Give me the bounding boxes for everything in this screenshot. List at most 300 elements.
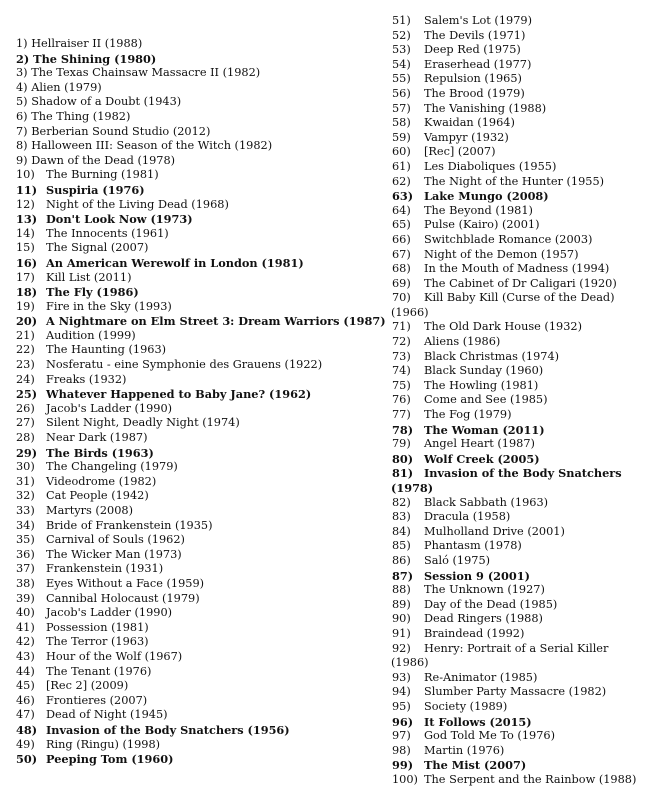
film-title: Black Sunday (1960)	[424, 364, 544, 378]
film-title: Night of the Demon (1957)	[424, 247, 579, 261]
film-list-item	[392, 43, 648, 58]
film-title: Day of the Dead (1985)	[424, 597, 558, 611]
film-title: Suspiria (1976)	[46, 182, 145, 197]
film-rank: 74)	[392, 364, 411, 378]
film-list-item	[16, 577, 388, 592]
film-list-item	[392, 233, 648, 248]
film-rank: 94)	[392, 685, 411, 699]
film-rank: 62)	[392, 174, 411, 188]
film-list-item	[392, 685, 648, 700]
film-rank: 82)	[392, 495, 411, 509]
film-list-item	[392, 525, 648, 540]
film-title: Invasion of the Body Snatchers	[424, 466, 622, 481]
film-title: Mulholland Drive (2001)	[424, 524, 565, 538]
film-title: Invasion of the Body Snatchers (1956)	[46, 722, 290, 737]
film-title: The Beyond (1981)	[424, 203, 533, 217]
film-title: A Nightmare on Elm Street 3: Dream Warriors (1987)	[46, 314, 386, 329]
film-title: Ring (Ringu) (1998)	[46, 737, 161, 751]
film-list-item	[16, 562, 388, 577]
film-title: Eraserhead (1977)	[424, 57, 532, 71]
film-list-item	[392, 758, 648, 773]
film-list-item	[16, 227, 388, 242]
film-list-item	[16, 139, 388, 154]
film-rank: 15)	[16, 241, 35, 255]
film-title: Les Diaboliques (1955)	[424, 159, 557, 173]
film-list-item	[392, 671, 648, 686]
film-title: Phantasm (1978)	[424, 539, 522, 553]
film-rank: 75)	[392, 378, 411, 392]
film-list-item	[392, 291, 648, 320]
film-rank: 18)	[16, 285, 38, 300]
film-title: Vampyr (1932)	[424, 130, 509, 144]
film-rank: 34)	[16, 518, 35, 532]
film-rank: 56)	[392, 86, 411, 100]
film-title: The Innocents (1961)	[46, 226, 169, 240]
film-list-item	[16, 519, 388, 534]
film-list-item	[16, 548, 388, 563]
film-title: Dead of Night (1945)	[46, 708, 168, 722]
film-list-item	[392, 29, 648, 44]
film-title: Salem's Lot (1979)	[424, 14, 532, 27]
film-rank: 81)	[392, 466, 414, 481]
film-rank: 37)	[16, 562, 35, 576]
film-list-item	[392, 642, 648, 671]
film-rank: 4)	[16, 80, 28, 94]
film-rank: 58)	[392, 116, 411, 130]
film-rank: 47)	[16, 708, 35, 722]
film-list-item	[16, 621, 388, 636]
film-rank: 71)	[392, 320, 411, 334]
film-list-item	[16, 125, 388, 140]
film-rank: 88)	[392, 583, 411, 597]
film-list-item	[392, 379, 648, 394]
film-rank: 36)	[16, 547, 35, 561]
film-list-item	[16, 285, 388, 300]
film-rank: 5)	[16, 95, 28, 109]
film-list-item	[16, 489, 388, 504]
film-list-item	[392, 58, 648, 73]
film-rank: 44)	[16, 664, 35, 678]
film-rank: 23)	[16, 358, 35, 372]
film-list-item	[16, 723, 388, 738]
film-rank: 40)	[16, 606, 35, 620]
film-title: Dracula (1958)	[424, 510, 511, 524]
film-title: [Rec 2] (2009)	[46, 679, 129, 693]
film-list-item	[392, 554, 648, 569]
film-title-continuation: (1966)	[391, 305, 429, 319]
film-list-item	[392, 715, 648, 730]
film-rank: 42)	[16, 635, 35, 649]
film-title: Angel Heart (1987)	[424, 437, 535, 451]
film-list-item	[16, 81, 388, 96]
film-list-item	[16, 314, 388, 329]
film-title: Nosferatu - eine Symphonie des Grauens (1922)	[46, 358, 323, 372]
film-rank: 84)	[392, 524, 411, 538]
film-title: The Fog (1979)	[424, 408, 512, 422]
film-rank: 52)	[392, 28, 411, 42]
film-title: The Fly (1986)	[46, 285, 139, 300]
film-rank: 100)	[392, 772, 418, 786]
film-title: The Tenant (1976)	[46, 664, 152, 678]
film-list-item	[16, 110, 388, 125]
film-rank: 35)	[16, 533, 35, 547]
film-rank: 41)	[16, 620, 35, 634]
film-rank: 69)	[392, 276, 411, 290]
film-title: The Howling (1981)	[424, 378, 539, 392]
film-title: God Told Me To (1976)	[424, 729, 556, 743]
film-rank: 65)	[392, 218, 411, 232]
film-rank: 98)	[392, 743, 411, 757]
film-list-item	[16, 679, 388, 694]
film-rank: 91)	[392, 626, 411, 640]
film-rank: 7)	[16, 124, 28, 138]
film-rank: 89)	[392, 597, 411, 611]
film-rank: 93)	[392, 670, 411, 684]
film-rank: 51)	[392, 14, 411, 27]
film-list-item	[16, 329, 388, 344]
film-list-item	[392, 729, 648, 744]
film-list-item	[392, 160, 648, 175]
film-title: Wolf Creek (2005)	[424, 451, 540, 466]
film-title: The Mist (2007)	[424, 758, 527, 773]
film-list-item	[392, 350, 648, 365]
film-list-item	[392, 437, 648, 452]
film-title: Near Dark (1987)	[46, 431, 148, 445]
film-rank: 73)	[392, 349, 411, 363]
film-title: Come and See (1985)	[424, 393, 548, 407]
film-list-item	[392, 452, 648, 467]
film-list-item	[392, 189, 648, 204]
film-rank: 70)	[392, 291, 411, 305]
film-list-item	[16, 373, 388, 388]
film-title-continuation: (1978)	[391, 481, 434, 495]
film-title: [Rec] (2007)	[424, 145, 496, 159]
film-rank: 32)	[16, 489, 35, 503]
film-rank: 30)	[16, 460, 35, 474]
film-title: The Haunting (1963)	[46, 343, 167, 357]
film-title: Hour of the Wolf (1967)	[46, 649, 183, 663]
film-title: Switchblade Romance (2003)	[424, 232, 593, 246]
film-rank: 1)	[16, 37, 28, 50]
film-list-item	[16, 168, 388, 183]
film-list-item	[16, 431, 388, 446]
film-rank: 80)	[392, 451, 414, 466]
film-list-item	[392, 744, 648, 759]
film-rank: 6)	[16, 109, 28, 123]
film-list-item	[392, 320, 648, 335]
film-list-item	[16, 387, 388, 402]
film-list-item	[392, 393, 648, 408]
film-rank: 72)	[392, 335, 411, 349]
film-rank: 33)	[16, 504, 35, 517]
film-rank: 83)	[392, 510, 411, 524]
film-title: The Devils (1971)	[424, 28, 526, 42]
film-title-continuation: (1986)	[391, 656, 429, 670]
film-list-item	[16, 738, 388, 753]
film-rank: 48)	[16, 722, 38, 737]
film-list-item	[16, 37, 388, 52]
film-title: Session 9 (2001)	[424, 568, 530, 583]
film-list-item	[16, 694, 388, 709]
film-title: In the Mouth of Madness (1994)	[424, 262, 610, 276]
film-title: Cat People (1942)	[46, 489, 149, 503]
film-title: Frontieres (2007)	[46, 693, 148, 707]
film-list-item	[16, 358, 388, 373]
film-list-item	[16, 402, 388, 417]
film-list-item	[16, 256, 388, 271]
film-list-item	[392, 773, 648, 788]
film-rank: 13)	[16, 212, 38, 227]
film-rank: 9)	[16, 153, 28, 167]
film-title: Dead Ringers (1988)	[424, 612, 543, 626]
film-title: Peeping Tom (1960)	[46, 752, 174, 767]
film-title: The Thing (1982)	[31, 109, 131, 123]
film-rank: 14)	[16, 226, 35, 240]
film-list-item	[16, 183, 388, 198]
film-title: Possession (1981)	[46, 620, 149, 634]
film-title: Bride of Frankenstein (1935)	[46, 518, 213, 532]
film-rank: 95)	[392, 699, 411, 713]
film-title: Slumber Party Massacre (1982)	[424, 685, 607, 699]
film-rank: 64)	[392, 203, 411, 217]
film-rank: 66)	[392, 232, 411, 246]
film-list-item	[392, 627, 648, 642]
film-list-item	[392, 569, 648, 584]
film-title: Deep Red (1975)	[424, 43, 521, 57]
film-title: Freaks (1932)	[46, 372, 127, 386]
film-rank: 53)	[392, 43, 411, 57]
film-title: Saló (1975)	[424, 553, 491, 567]
film-title: Silent Night, Deadly Night (1974)	[46, 416, 240, 430]
film-list-item	[16, 592, 388, 607]
film-list-item	[16, 475, 388, 490]
film-list-item	[392, 175, 648, 190]
film-list-item	[392, 423, 648, 438]
film-rank: 38)	[16, 576, 35, 590]
film-rank: 25)	[16, 387, 38, 402]
film-list-item	[16, 198, 388, 213]
film-title: The Birds (1963)	[46, 445, 154, 460]
film-rank: 45)	[16, 679, 35, 693]
film-list-item	[16, 446, 388, 461]
film-list-item	[392, 116, 648, 131]
film-title: Society (1989)	[424, 699, 508, 713]
film-list-item	[392, 583, 648, 598]
film-rank: 60)	[392, 145, 411, 159]
film-title: Don't Look Now (1973)	[46, 212, 193, 227]
film-list-item	[392, 204, 648, 219]
film-title: Braindead (1992)	[424, 626, 525, 640]
film-rank: 20)	[16, 314, 38, 329]
film-list-item	[16, 343, 388, 358]
film-rank: 12)	[16, 197, 35, 211]
film-title: The Burning (1981)	[46, 168, 159, 182]
film-rank: 22)	[16, 343, 35, 357]
film-title: Aliens (1986)	[424, 335, 501, 349]
film-rank: 29)	[16, 445, 38, 460]
film-list-item	[392, 102, 648, 117]
film-rank: 31)	[16, 474, 35, 488]
film-title: Berberian Sound Studio (2012)	[31, 124, 211, 138]
film-rank: 2)	[16, 51, 30, 66]
film-list-item	[392, 335, 648, 350]
film-list-item	[392, 131, 648, 146]
film-rank: 43)	[16, 649, 35, 663]
film-rank: 68)	[392, 262, 411, 276]
film-rank: 77)	[392, 408, 411, 422]
film-rank: 96)	[392, 714, 414, 729]
film-rank: 63)	[392, 189, 414, 204]
film-rank: 92)	[392, 641, 411, 655]
film-rank: 26)	[16, 401, 35, 415]
film-list-item	[16, 66, 388, 81]
film-list-item	[16, 241, 388, 256]
film-rank: 16)	[16, 255, 38, 270]
film-list-item	[16, 460, 388, 475]
film-title: The Vanishing (1988)	[424, 101, 547, 115]
film-list-item	[16, 665, 388, 680]
film-list-right-column	[392, 0, 648, 787]
film-title: The Woman (2011)	[424, 422, 545, 437]
film-title: Videodrome (1982)	[46, 474, 157, 488]
film-title: Jacob's Ladder (1990)	[46, 606, 173, 620]
film-rank: 67)	[392, 247, 411, 261]
film-title: Lake Mungo (2008)	[424, 189, 549, 204]
film-rank: 78)	[392, 422, 414, 437]
film-title: Halloween III: Season of the Witch (1982)	[31, 139, 273, 153]
film-title: Fire in the Sky (1993)	[46, 299, 172, 313]
film-rank: 57)	[392, 101, 411, 115]
film-list-item	[392, 277, 648, 292]
film-rank: 10)	[16, 168, 35, 182]
film-list-left-column	[16, 0, 388, 767]
film-list-item	[392, 364, 648, 379]
film-title: The Changeling (1979)	[46, 460, 178, 474]
film-list-item	[392, 466, 648, 495]
film-rank: 49)	[16, 737, 35, 751]
film-list-item	[392, 218, 648, 233]
film-title: Pulse (Kairo) (2001)	[424, 218, 540, 232]
film-rank: 27)	[16, 416, 35, 430]
film-title: Hellraiser II (1988)	[31, 37, 143, 50]
film-title: Jacob's Ladder (1990)	[46, 401, 173, 415]
film-list-item	[16, 154, 388, 169]
film-list-item	[16, 271, 388, 286]
film-title: Kwaidan (1964)	[424, 116, 515, 130]
film-title: Martyrs (2008)	[46, 504, 133, 517]
film-list-item	[392, 248, 648, 263]
film-title: The Old Dark House (1932)	[424, 320, 582, 334]
film-title: Cannibal Holocaust (1979)	[46, 591, 200, 605]
film-rank: 87)	[392, 568, 414, 583]
film-title: An American Werewolf in London (1981)	[46, 255, 304, 270]
film-title: Re-Animator (1985)	[424, 670, 538, 684]
film-title: Repulsion (1965)	[424, 72, 522, 86]
film-list-item	[16, 416, 388, 431]
film-rank: 76)	[392, 393, 411, 407]
film-rank: 28)	[16, 431, 35, 445]
film-rank: 79)	[392, 437, 411, 451]
film-title: Black Christmas (1974)	[424, 349, 560, 363]
film-rank: 11)	[16, 182, 38, 197]
film-list-item	[16, 635, 388, 650]
film-title: The Cabinet of Dr Caligari (1920)	[424, 276, 617, 290]
film-list-item	[392, 496, 648, 511]
film-rank: 50)	[16, 752, 38, 767]
film-rank: 3)	[16, 66, 28, 80]
film-list-item	[16, 95, 388, 110]
film-list-item	[392, 539, 648, 554]
film-title: Shadow of a Doubt (1943)	[31, 95, 182, 109]
film-list-item	[392, 72, 648, 87]
film-title: The Brood (1979)	[424, 86, 525, 100]
film-title: The Serpent and the Rainbow (1988)	[424, 772, 637, 786]
film-title: The Texas Chainsaw Massacre II (1982)	[31, 66, 261, 80]
film-list-item	[16, 533, 388, 548]
film-list-item	[16, 708, 388, 723]
film-title: The Terror (1963)	[46, 635, 149, 649]
film-title: Kill List (2011)	[46, 270, 132, 284]
film-title: Frankenstein (1931)	[46, 562, 164, 576]
film-title: Black Sabbath (1963)	[424, 495, 549, 509]
film-list-item	[392, 598, 648, 613]
film-list-item	[392, 262, 648, 277]
film-title: Eyes Without a Face (1959)	[46, 576, 205, 590]
film-rank: 17)	[16, 270, 35, 284]
film-list-item	[16, 752, 388, 767]
film-rank: 86)	[392, 553, 411, 567]
film-list-item	[392, 408, 648, 423]
film-title: Dawn of the Dead (1978)	[31, 153, 176, 167]
film-title: The Wicker Man (1973)	[46, 547, 182, 561]
film-list-item	[16, 606, 388, 621]
film-title: Whatever Happened to Baby Jane? (1962)	[46, 387, 312, 402]
film-list-item	[392, 87, 648, 102]
film-list-item	[392, 510, 648, 525]
film-rank: 85)	[392, 539, 411, 553]
film-title: Audition (1999)	[46, 328, 136, 342]
film-title: Alien (1979)	[31, 80, 102, 94]
film-rank: 8)	[16, 139, 28, 153]
film-list-item	[16, 504, 388, 519]
film-list-item	[392, 145, 648, 160]
film-list-item	[392, 14, 648, 29]
film-list-item	[16, 52, 388, 67]
film-title: Henry: Portrait of a Serial Killer	[424, 641, 609, 655]
film-rank: 54)	[392, 57, 411, 71]
film-list-item	[392, 700, 648, 715]
film-rank: 55)	[392, 72, 411, 86]
film-list-item	[16, 212, 388, 227]
film-rank: 19)	[16, 299, 35, 313]
film-rank: 61)	[392, 159, 411, 173]
film-rank: 39)	[16, 591, 35, 605]
film-rank: 21)	[16, 328, 35, 342]
film-rank: 59)	[392, 130, 411, 144]
film-rank: 24)	[16, 372, 35, 386]
film-title: Carnival of Souls (1962)	[46, 533, 185, 547]
film-title: The Night of the Hunter (1955)	[424, 174, 605, 188]
film-rank: 90)	[392, 612, 411, 626]
film-title: Night of the Living Dead (1968)	[46, 197, 229, 211]
film-list-item	[16, 650, 388, 665]
film-title: It Follows (2015)	[424, 714, 532, 729]
film-title: Martin (1976)	[424, 743, 505, 757]
film-title: The Unknown (1927)	[424, 583, 545, 597]
film-title: The Signal (2007)	[46, 241, 149, 255]
film-title: The Shining (1980)	[33, 51, 157, 66]
film-rank: 97)	[392, 729, 411, 743]
